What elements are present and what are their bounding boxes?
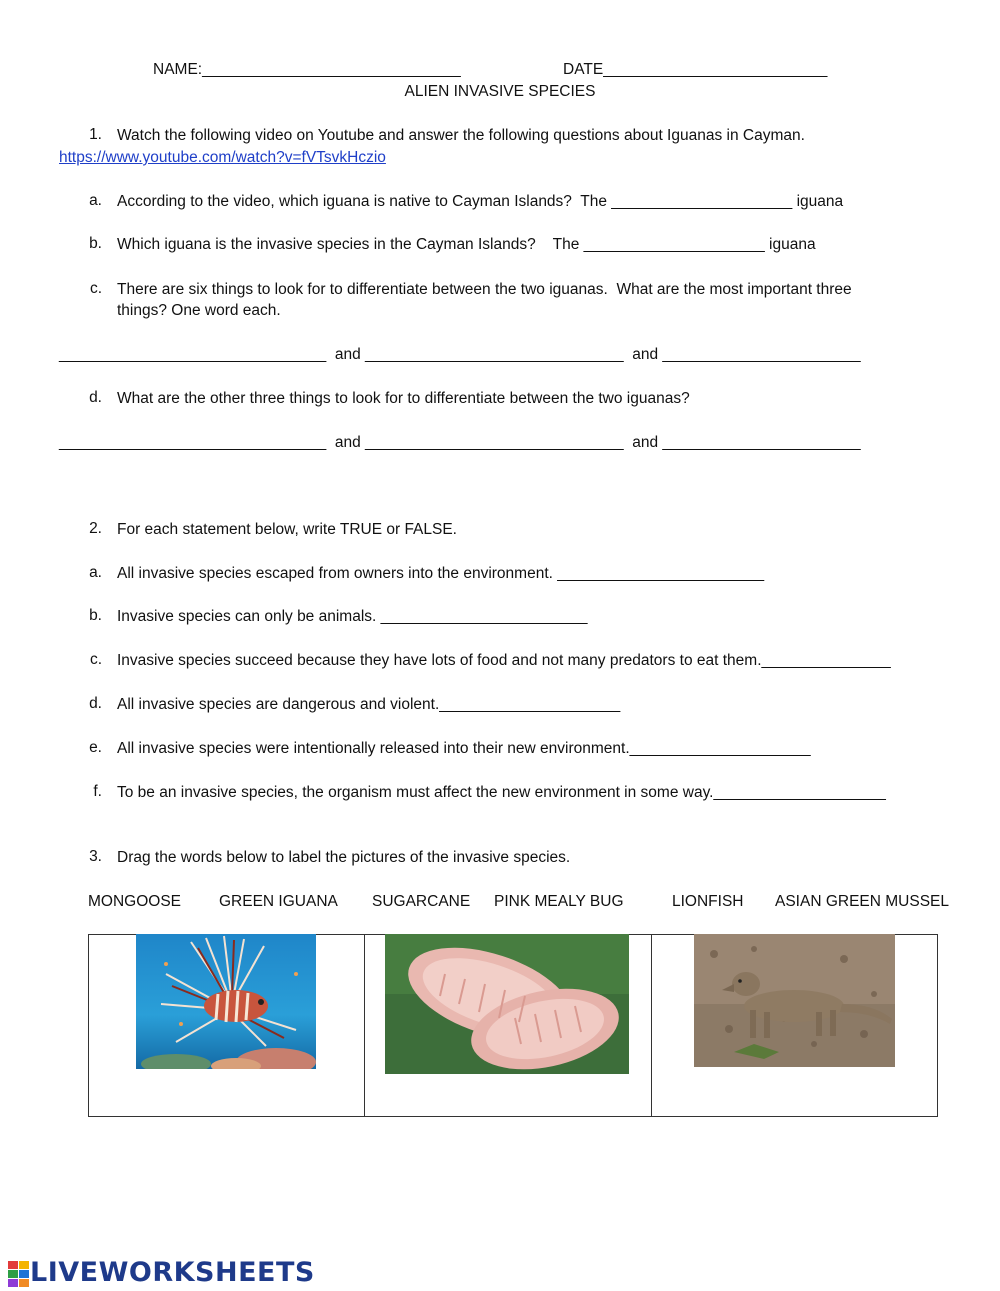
question-1a-text: According to the video, which iguana is native to Cayman Islands? The _____________________ iguana xyxy=(117,193,844,210)
question-1b-text: Which iguana is the invasive species in the Cayman Islands? The _____________________ iguana xyxy=(117,236,816,253)
drag-word-sugarcane[interactable]: SUGARCANE xyxy=(372,893,471,910)
item-letter: e. xyxy=(89,739,102,756)
pink-mealy-bug-image xyxy=(385,934,629,1074)
question-text: For each statement below, write TRUE or FALSE. xyxy=(117,521,457,538)
true-false-item[interactable]: To be an invasive species, the organism must affect the new environment in some way.____________________ xyxy=(117,784,886,801)
item-letter: a. xyxy=(89,564,102,581)
mongoose-image xyxy=(694,934,895,1067)
item-letter: f. xyxy=(93,783,102,800)
table-divider xyxy=(364,935,365,1116)
drag-word-mongoose[interactable]: MONGOOSE xyxy=(88,893,182,910)
item-letter: c. xyxy=(89,280,102,297)
liveworksheets-logo-icon xyxy=(8,1258,30,1290)
item-letter: d. xyxy=(89,389,102,406)
question-text: Watch the following video on Youtube and answer the following questions about Iguanas in Cayman. xyxy=(117,127,805,144)
item-letter: a. xyxy=(89,192,102,209)
true-false-item[interactable]: Invasive species can only be animals. ________________________ xyxy=(117,608,588,625)
youtube-link[interactable]: https://www.youtube.com/watch?v=fVTsvkHczio xyxy=(59,149,386,166)
true-false-item[interactable]: All invasive species are dangerous and violent._____________________ xyxy=(117,696,621,713)
drag-word-lionfish[interactable]: LIONFISH xyxy=(672,893,744,910)
item-letter: b. xyxy=(89,607,102,624)
question-1d-text: What are the other three things to look for to differentiate between the two iguanas? xyxy=(117,390,690,407)
page-title: ALIEN INVASIVE SPECIES xyxy=(404,83,596,100)
item-letter: c. xyxy=(89,651,102,668)
table-divider xyxy=(651,935,652,1116)
item-letter: b. xyxy=(89,235,102,252)
true-false-item[interactable]: All invasive species escaped from owners into the environment. ________________________ xyxy=(117,565,765,582)
item-letter: d. xyxy=(89,695,102,712)
date-field-label[interactable]: DATE__________________________ xyxy=(563,61,828,78)
question-text: Drag the words below to label the pictures of the invasive species. xyxy=(117,849,571,866)
drag-word-green-iguana[interactable]: GREEN IGUANA xyxy=(219,893,338,910)
answer-blanks-1c[interactable]: _______________________________ and ______________________________ and _______________________ xyxy=(59,346,861,363)
answer-blanks-1d[interactable]: _______________________________ and ______________________________ and _______________________ xyxy=(59,434,861,451)
question-number: 2. xyxy=(89,520,102,537)
liveworksheets-brand[interactable]: LIVEWORKSHEETS xyxy=(30,1257,315,1288)
true-false-item[interactable]: All invasive species were intentionally released into their new environment._____________________ xyxy=(117,740,811,757)
true-false-item[interactable]: Invasive species succeed because they have lots of food and not many predators to eat them._______________ xyxy=(117,652,891,669)
drag-word-asian-green-mussel[interactable]: ASIAN GREEN MUSSEL xyxy=(775,893,949,910)
drag-word-pink-mealy-bug[interactable]: PINK MEALY BUG xyxy=(494,893,624,910)
lionfish-image xyxy=(136,934,316,1069)
question-number: 1. xyxy=(89,126,102,143)
name-field-label[interactable]: NAME:______________________________ xyxy=(153,61,461,78)
question-number: 3. xyxy=(89,848,102,865)
question-1c-text-line1: There are six things to look for to differentiate between the two iguanas. What are the most important three xyxy=(117,281,852,298)
question-1c-text-line2: things? One word each. xyxy=(117,302,281,319)
